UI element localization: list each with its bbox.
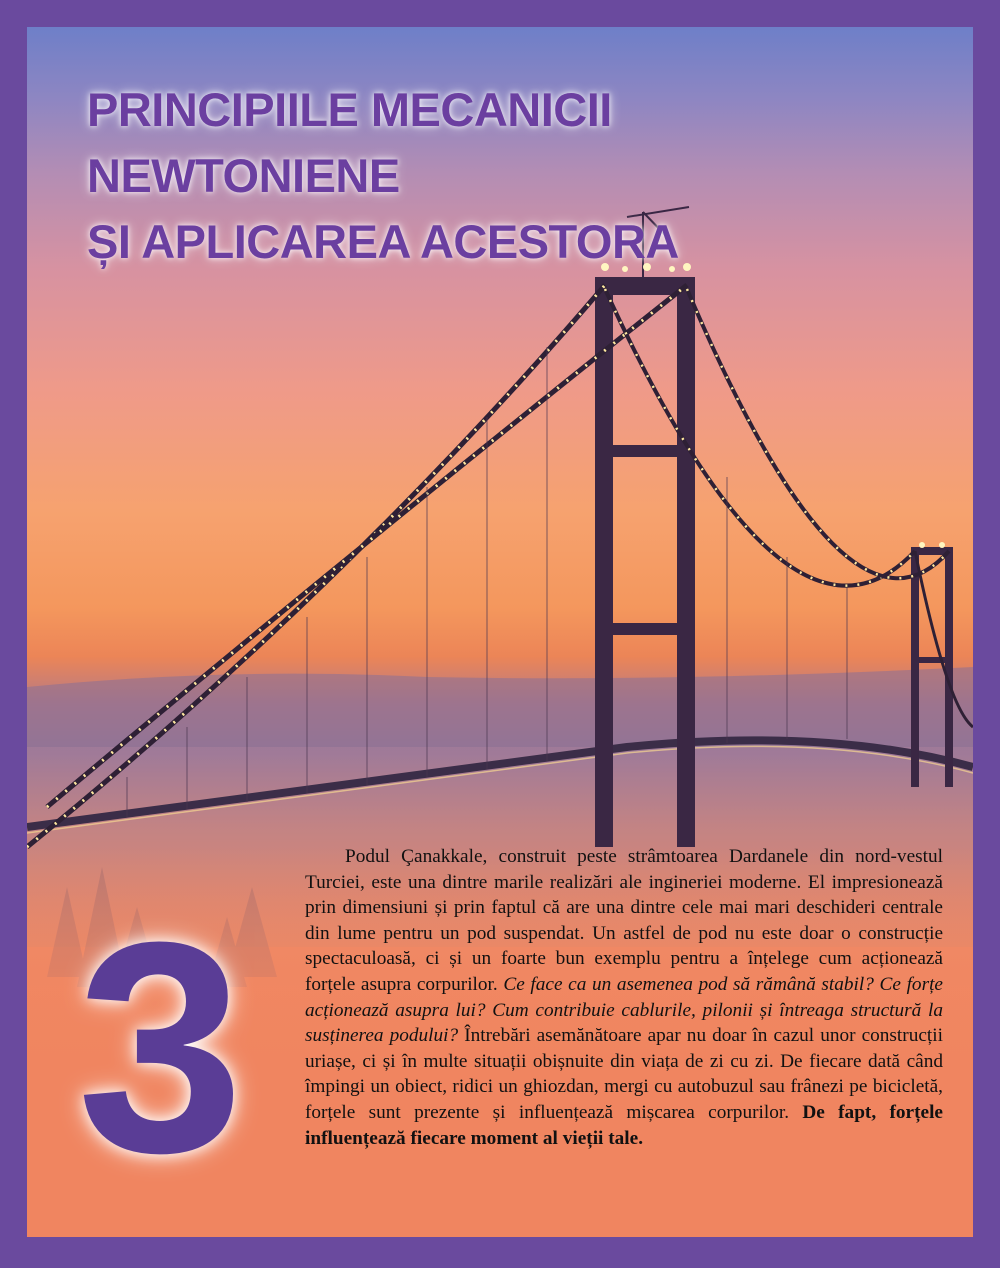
chapter-number: 3 xyxy=(77,879,244,1215)
intro-text xyxy=(305,844,943,1151)
cover-panel xyxy=(27,27,973,1237)
intro-closing-sentence: De fapt, forțele influențează fiecare moment al vieții tale. xyxy=(305,1101,943,1149)
chapter-title xyxy=(87,77,927,275)
intro-questions: Ce face ca un asemenea pod să rămână stabil? Ce forțe acționează asupra lui? Cum contribuie cablurile, pilonii și întreaga structură la susținerea podului? xyxy=(305,973,943,1047)
intro-paragraph xyxy=(305,844,943,1151)
chapter-title-line-2: ȘI APLICAREA ACESTORA xyxy=(87,215,679,268)
intro-text-part-2: Întrebări asemănătoare apar nu doar în cazul unor construcții uriașe, ci și în multe situații obișnuite din viața de zi cu zi. De fiecare dată când împingi un obiect, ridici un ghiozdan, mergi cu autobuzul sau frânezi pe bicicletă, forțele sunt prezente și influențează mișcarea corpurilor. xyxy=(305,1025,943,1123)
intro-text-part-1: Podul Çanakkale, construit peste strâmtoarea Dardanele din nord-vestul Turciei, este una dintre marile realizări ale ingineriei moderne. El impresionează prin dimensiuni și prin faptul că are una dintre cele mai mari deschideri centrale din lume pentru un pod suspendat. Un astfel de pod nu este doar o construcție spectaculoasă, ci și un foarte bun exemplu pentru a înțelege cum acționează forțele asupra corpurilor. xyxy=(305,846,943,995)
chapter-title-line-1: PRINCIPIILE MECANICII NEWTONIENE xyxy=(87,83,612,202)
